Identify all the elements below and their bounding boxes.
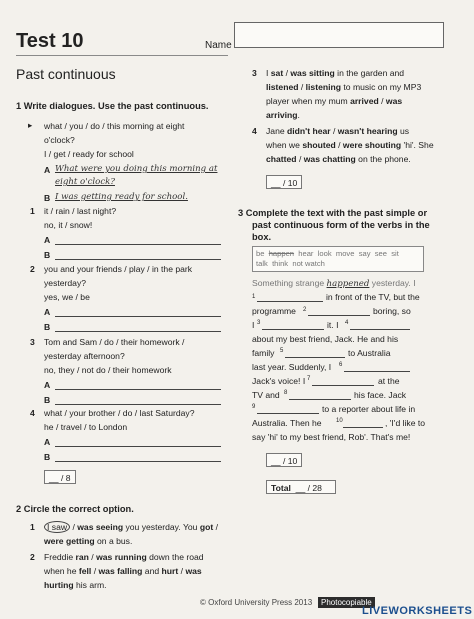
text-line-4b: it. I [327, 320, 339, 330]
exercise-2-heading: 2 Circle the correct option. [16, 504, 134, 514]
text-line-7a: last year. Suddenly, I [252, 362, 332, 372]
text-line-4a: I [252, 320, 255, 330]
gap-line-4[interactable] [350, 329, 410, 330]
answer-line-3a[interactable] [55, 389, 221, 390]
example-marker: ▸ [28, 120, 33, 130]
item-1-prompt: it / rain / last night? [44, 206, 117, 216]
total-score-box: Total __ / 28 [266, 480, 336, 494]
text-line-6a: family [252, 348, 275, 358]
text-line-9b: his face. Jack [354, 390, 407, 400]
text-line-6b: to Australia [348, 348, 391, 358]
ex2-item-2: 2 Freddie ran / was running down the road [30, 552, 204, 562]
text-line-8a: Jack's voice! I [252, 376, 306, 386]
divider [16, 55, 228, 56]
exercise-2-score: __ / 10 [266, 175, 302, 189]
gap-line-3[interactable] [262, 329, 324, 330]
item-number: 3 [30, 337, 35, 347]
gap-number-10: 10 [336, 418, 343, 424]
example-label-b: B [44, 193, 51, 203]
text-line-11b: , 'I'd like to [385, 418, 426, 428]
item-2-prompt-line2: yesterday? [44, 278, 87, 288]
test-title: Test 10 [16, 30, 84, 52]
item-1-response: no, it / snow! [44, 220, 93, 230]
item-3-prompt-line2: yesterday afternoon? [44, 351, 125, 361]
ex2-item-3-line4: arriving. [266, 110, 300, 120]
answer-line-4a[interactable] [55, 446, 221, 447]
gap-line-10[interactable] [343, 427, 383, 428]
text-line-8b: at the [378, 376, 400, 386]
answer-label-a: A [44, 380, 51, 390]
ex2-item-4: 4 Jane didn't hear / wasn't hearing us [252, 126, 410, 136]
photocopiable-badge: Photocopiable [318, 597, 375, 608]
gap-number-7: 7 [307, 376, 311, 382]
answer-line-2a[interactable] [55, 316, 221, 317]
copyright-notice: © Oxford University Press 2013 [200, 598, 313, 607]
answer-line-1a[interactable] [55, 244, 221, 245]
name-label: Name [205, 40, 232, 51]
item-3-response: no, they / not do / their homework [44, 365, 172, 375]
circled-option[interactable]: I saw [44, 521, 70, 533]
text-line-10b: to a reporter about life in [322, 404, 416, 414]
gap-number-8: 8 [284, 390, 288, 396]
gap-line-7[interactable] [312, 385, 374, 386]
item-number: 1 [30, 206, 35, 216]
gap-line-1[interactable] [257, 301, 323, 302]
answer-label-a: A [44, 307, 51, 317]
gap-number-1: 1 [252, 294, 256, 300]
ex2-item-3-line2: listened / listening to music on my MP3 [266, 82, 422, 92]
gap-line-9[interactable] [257, 413, 319, 414]
answer-label-b: B [44, 250, 51, 260]
text-line-9a: TV and [252, 390, 280, 400]
answer-label-b: B [44, 322, 51, 332]
gap-line-2[interactable] [308, 315, 370, 316]
answer-label-a: A [44, 437, 51, 447]
ex2-item-2-line3: hurting his arm. [44, 580, 107, 590]
item-4-prompt: what / your brother / do / last Saturday? [44, 408, 195, 418]
ex2-item-3: 3 I sat / was sitting in the garden and [252, 68, 405, 78]
text-line-1: Something strange happened yesterday. I [252, 278, 416, 289]
item-number: 2 [30, 264, 35, 274]
exercise-3-score: __ / 10 [266, 453, 302, 467]
example-answer-a-line1: What were you doing this morning at [55, 164, 218, 174]
text-line-3b: boring, so [373, 306, 411, 316]
ex2-item-1-line2: were getting on a bus. [44, 536, 133, 546]
name-input-box[interactable] [234, 22, 444, 48]
ex2-item-1: 1 I saw / was seeing you yesterday. You got / [30, 522, 219, 532]
example-prompt-line1: what / you / do / this morning at eight [44, 121, 185, 131]
gap-number-3: 3 [257, 320, 261, 326]
answer-line-2b[interactable] [55, 331, 221, 332]
answer-label-b: B [44, 452, 51, 462]
item-2-prompt-line1: you and your friends / play / in the park [44, 264, 193, 274]
gap-line-5[interactable] [285, 357, 345, 358]
exercise-1-heading: 1 Write dialogues. Use the past continuous. [16, 101, 209, 111]
item-number: 4 [30, 408, 35, 418]
gap-number-4: 4 [345, 320, 349, 326]
item-4-response: he / travel / to London [44, 422, 128, 432]
ex2-item-4-line2: when we shouted / were shouting 'hi'. She [266, 140, 434, 150]
gap-number-6: 6 [339, 362, 343, 368]
gap-number-5: 5 [280, 348, 284, 354]
example-answer-a-line2: eight o'clock? [55, 177, 115, 187]
gap-line-8[interactable] [289, 399, 351, 400]
word-box [252, 246, 424, 272]
answer-label-a: A [44, 235, 51, 245]
gap-number-2: 2 [303, 307, 307, 313]
exercise-3-heading-line1: 3 Complete the text with the past simple or [238, 208, 428, 218]
text-line-12: say 'hi' to my best friend, Rob'. That's me! [252, 432, 411, 442]
example-response: I / get / ready for school [44, 149, 134, 159]
answer-label-b: B [44, 395, 51, 405]
example-answer-b: I was getting ready for school. [55, 192, 188, 202]
text-line-3a: programme [252, 306, 296, 316]
answer-line-3b[interactable] [55, 404, 221, 405]
exercise-1-score: __ / 8 [44, 470, 76, 484]
answer-line-1b[interactable] [55, 259, 221, 260]
exercise-3-heading-line3: box. [252, 232, 272, 242]
answer-line-4b[interactable] [55, 461, 221, 462]
item-3-prompt-line1: Tom and Sam / do / their homework / [44, 337, 185, 347]
ex2-item-3-line3: player when my mum arrived / was [266, 96, 403, 106]
text-line-11a: Australia. Then he [252, 418, 322, 428]
text-line-2: in front of the TV, but the [326, 292, 420, 302]
item-2-response: yes, we / be [44, 292, 90, 302]
liveworksheets-logo: LIVEWORKSHEETS [362, 605, 473, 617]
word-box-line1: be happen hear look move say see sit [256, 249, 399, 258]
gap-line-6[interactable] [344, 371, 410, 372]
word-box-line2: talk think not watch [256, 259, 325, 268]
exercise-3-heading-line2: past continuous form of the verbs in the [252, 220, 430, 230]
text-line-5: about my best friend, Jack. He and his [252, 334, 399, 344]
section-title: Past continuous [16, 66, 116, 82]
example-label-a: A [44, 165, 51, 175]
example-prompt-line2: o'clock? [44, 135, 75, 145]
ex2-item-4-line3: chatted / was chatting on the phone. [266, 154, 411, 164]
gap-number-9: 9 [252, 404, 256, 410]
ex2-item-2-line2: when he fell / was falling and hurt / was [44, 566, 202, 576]
